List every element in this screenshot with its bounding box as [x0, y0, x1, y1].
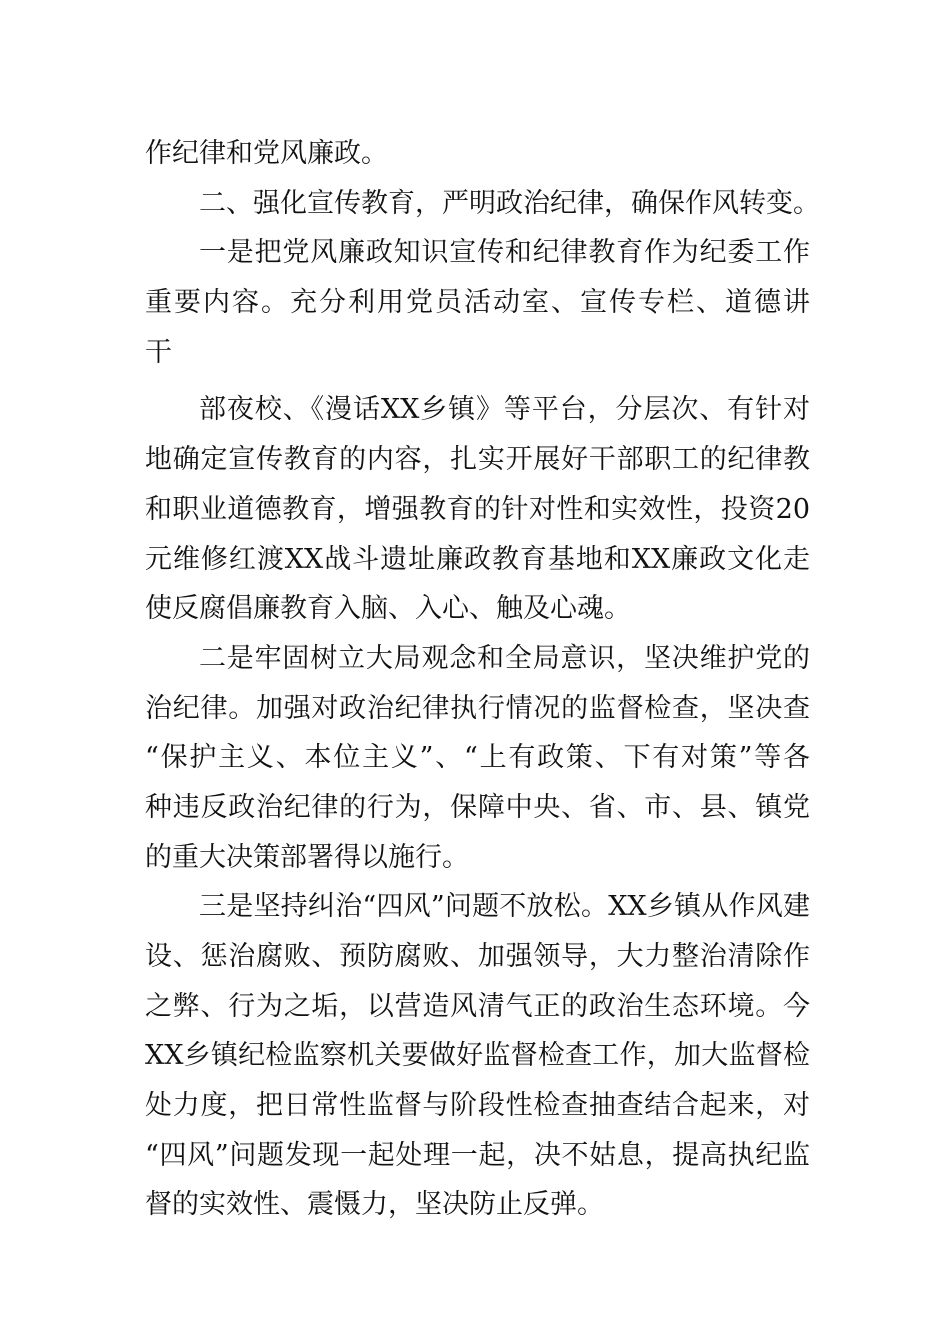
text-line: 重要内容。充分利用党员活动室、宣传专栏、道德讲 [145, 287, 810, 319]
text-line: 干 [145, 336, 172, 368]
text-line: 治纪律。加强对政治纪律执行情况的监督检查，坚决查 [145, 692, 810, 724]
text-line: 设、惩治腐败、预防腐败、加强领导，大力整治清除作 [145, 941, 810, 972]
text-line: 的重大决策部署得以施行。 [145, 841, 469, 873]
text-line: 三是坚持纠治“四风”问题不放松。XX乡镇从作风建 [199, 891, 810, 923]
text-line: 作纪律和党风廉政。 [145, 138, 388, 169]
text-line: 和职业道德教育，增强教育的针对性和实效性，投资20 [145, 493, 810, 525]
text-line: 元维修红渡XX战斗遗址廉政教育基地和XX廉政文化走 [145, 543, 810, 575]
text-line: XX乡镇纪检监察机关要做好监督检查工作，加大监督检 [145, 1040, 810, 1072]
text-line: 二是牢固树立大局观念和全局意识，坚决维护党的 [199, 642, 810, 674]
text-line: “保护主义、本位主义”、“上有政策、下有对策”等各 [145, 742, 810, 774]
text-line: 督的实效性、震慑力，坚决防止反弹。 [145, 1189, 604, 1221]
text-line: 之弊、行为之垢，以营造风清气正的政治生态环境。今 [145, 990, 810, 1022]
text-line: “四风”问题发现一起处理一起，决不姑息，提高执纪监 [145, 1139, 810, 1171]
document-body [145, 129, 820, 1230]
text-line: 部夜校、《漫话XX乡镇》等平台，分层次、有针对 [199, 394, 810, 426]
text-line: 地确定宣传教育的内容，扎实开展好干部职工的纪律教 [145, 444, 810, 476]
page-break-gap [145, 377, 810, 385]
text-line: 种违反政治纪律的行为，保障中央、省、市、县、镇党 [145, 791, 810, 823]
section-heading: 二、强化宣传教育，严明政治纪律，确保作风转变。 [199, 187, 820, 219]
text-line: 处力度，把日常性监督与阶段性检查抽查结合起来，对 [145, 1090, 810, 1122]
text-line: 一是把党风廉政知识宣传和纪律教育作为纪委工作 [199, 237, 810, 269]
text-line: 使反腐倡廉教育入脑、入心、触及心魂。 [145, 593, 631, 625]
